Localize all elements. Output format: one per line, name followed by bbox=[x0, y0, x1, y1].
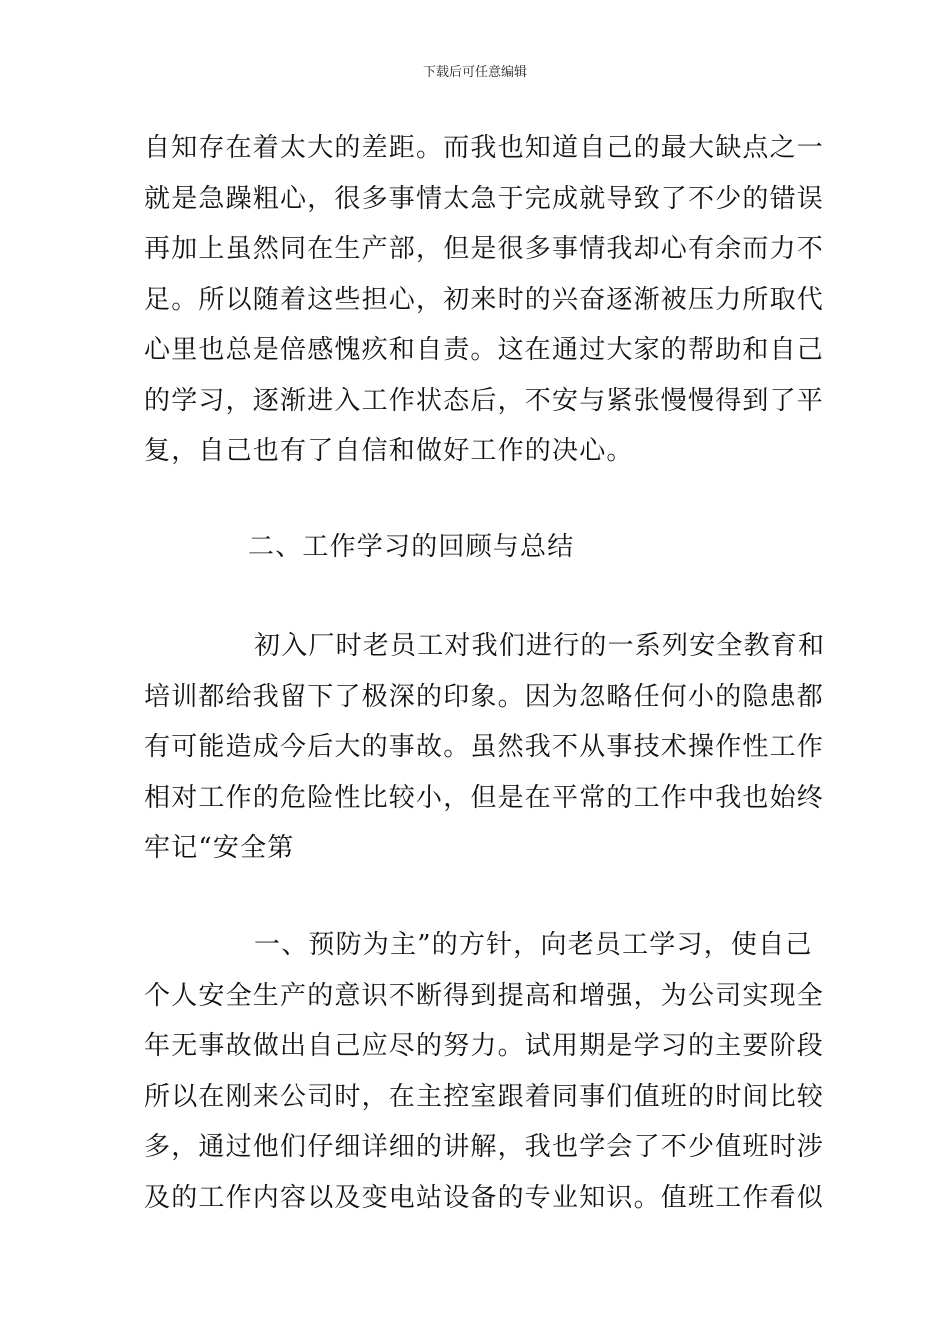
text-line: 再加上虽然同在生产部，但是很多事情我却心有余而力不 bbox=[144, 234, 825, 264]
text-line: 个人安全生产的意识不断得到提高和增强，为公司实现全 bbox=[144, 980, 825, 1011]
text-line: 及的工作内容以及变电站设备的专业知识。值班工作看似 bbox=[144, 1182, 825, 1213]
page-header: 下载后可任意编辑 bbox=[422, 65, 527, 80]
text-line: 初入厂时老员工对我们进行的一系列安全教育和 bbox=[254, 631, 826, 661]
text-line: 培训都给我留下了极深的印象。因为忽略任何小的隐患都 bbox=[144, 681, 825, 712]
text-line: 相对工作的危险性比较小，但是在平常的工作中我也始终 bbox=[144, 782, 825, 813]
text-line: 的学习，逐渐进入工作状态后，不安与紧张慢慢得到了平 bbox=[144, 385, 825, 416]
text-line: 足。所以随着这些担心，初来时的兴奋逐渐被压力所取代 bbox=[144, 284, 825, 315]
text-line: 就是急躁粗心，很多事情太急于完成就导致了不少的错误 bbox=[144, 183, 825, 214]
text-line: 牢记“安全第 bbox=[144, 833, 295, 863]
text-line: 一、预防为主”的方针，向老员工学习，使自己 bbox=[254, 930, 813, 960]
text-line: 年无事故做出自己应尽的努力。试用期是学习的主要阶段 bbox=[144, 1031, 825, 1061]
section-heading-text: 二、工作学习的回顾与总结 bbox=[248, 532, 575, 562]
text-line: 心里也总是倍感愧疚和自责。这在通过大家的帮助和自己 bbox=[144, 335, 825, 365]
text-line: 所以在刚来公司时，在主控室跟着同事们值班的时间比较 bbox=[144, 1081, 825, 1112]
text-line: 复，自己也有了自信和做好工作的决心。 bbox=[144, 436, 634, 466]
text-line: 有可能造成今后大的事故。虽然我不从事技术操作性工作 bbox=[144, 732, 825, 762]
section-heading bbox=[144, 522, 814, 573]
text-line: 自知存在着太大的差距。而我也知道自己的最大缺点之一 bbox=[144, 133, 825, 163]
paragraph-prevention bbox=[144, 920, 825, 1223]
text-line: 多，通过他们仔细详细的讲解，我也学会了不少值班时涉 bbox=[144, 1132, 825, 1162]
paragraph-continuation bbox=[144, 123, 825, 477]
paragraph-safety-training bbox=[144, 621, 826, 874]
